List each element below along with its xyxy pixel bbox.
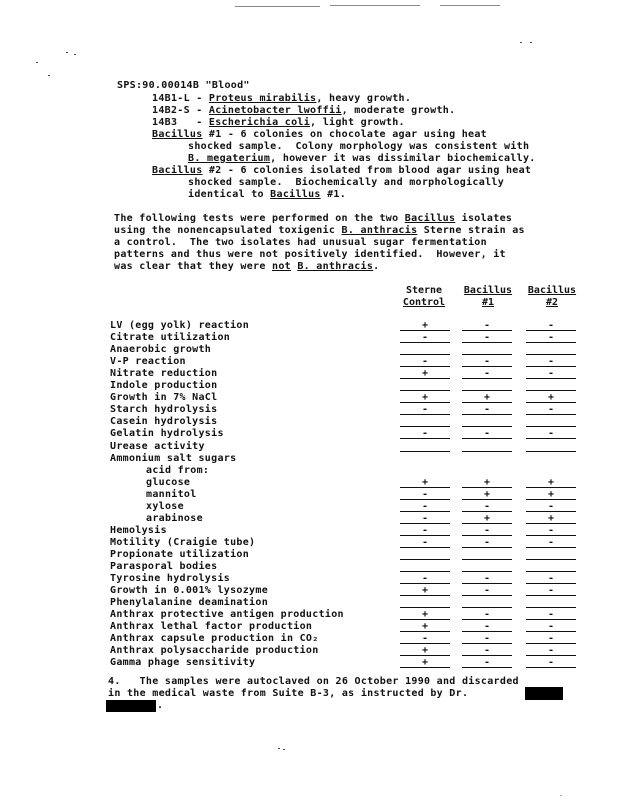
result-cell: - — [483, 524, 491, 536]
result-cell: + — [547, 476, 555, 488]
scan-speck — [278, 748, 280, 749]
result-cell: - — [547, 621, 555, 633]
entry-rule — [400, 354, 450, 355]
result-cell: - — [483, 368, 491, 380]
result-cell: + — [547, 488, 555, 500]
bacillus2-line: identical to Bacillus #1. — [188, 189, 347, 200]
entry-rule — [400, 426, 450, 427]
result-cell: - — [421, 524, 429, 536]
result-cell: - — [547, 404, 555, 416]
result-cell: + — [421, 621, 429, 633]
row-label: Propionate utilization — [110, 548, 250, 560]
entry-rule — [462, 607, 512, 608]
column-header-sterne: Sterne Control — [402, 285, 446, 308]
paragraph-line: a control. The two isolates had unusual sugar fermentation — [114, 237, 487, 248]
row-label: arabinose — [146, 512, 203, 524]
result-cell: + — [421, 657, 429, 669]
row-label: Ammonium salt sugars — [110, 452, 237, 464]
scan-speck — [74, 54, 76, 55]
entry-rule — [526, 571, 576, 572]
result-cell: - — [421, 633, 429, 645]
footer-line: 4. The samples were autoclaved on 26 October 1990 and discarded — [108, 676, 519, 687]
redaction-block — [525, 687, 563, 700]
row-label: Casein hydrolysis — [110, 416, 218, 428]
row-label: Tyrosine hydrolysis — [110, 573, 231, 585]
column-header-bacillus1: Bacillus #1 — [463, 285, 513, 308]
result-cell: + — [483, 392, 491, 404]
row-label: V-P reaction — [110, 356, 186, 368]
row-label: Urease activity — [110, 440, 205, 452]
result-cell: - — [547, 573, 555, 585]
row-label: Phenylalanine deamination — [110, 597, 269, 609]
row-label: Gelatin hydrolysis — [110, 428, 224, 440]
result-cell: - — [483, 573, 491, 585]
row-label: Motility (Craigie tube) — [110, 536, 256, 548]
result-cell: - — [547, 633, 555, 645]
row-label: acid from: — [146, 464, 210, 476]
row-label: Anthrax polysaccharide production — [110, 645, 319, 657]
row-label: Growth in 0.001% lysozyme — [110, 585, 269, 597]
result-cell: - — [483, 609, 491, 621]
result-cell: - — [547, 645, 555, 657]
column-header-bacillus2: Bacillus #2 — [527, 285, 577, 308]
result-cell: - — [483, 356, 491, 368]
bacillus1-line: B. megaterium, however it was dissimilar biochemically. — [188, 153, 536, 164]
result-cell: + — [421, 320, 429, 331]
result-cell: - — [483, 645, 491, 657]
row-label: Anthrax lethal factor production — [110, 621, 313, 633]
result-cell: - — [421, 500, 429, 512]
result-cell: + — [421, 645, 429, 657]
entry-rule — [462, 559, 512, 560]
scan-speck — [560, 795, 562, 796]
result-cell: - — [421, 332, 429, 344]
sample-heading: SPS:90.00014B "Blood" — [117, 80, 250, 91]
scan-artifact-line — [235, 6, 320, 7]
result-cell: - — [483, 621, 491, 633]
result-cell: - — [547, 585, 555, 597]
bacillus2-line: Bacillus #2 - 6 colonies isolated from blood agar using heat — [152, 165, 532, 176]
result-cell: - — [483, 536, 491, 548]
row-label: xylose — [146, 500, 184, 512]
result-cell: - — [483, 500, 491, 512]
result-cell: - — [547, 536, 555, 548]
entry-rule — [400, 451, 450, 452]
row-label: Parasporal bodies — [110, 561, 218, 572]
result-cell: - — [421, 488, 429, 500]
entry-rule — [526, 559, 576, 560]
scan-speck — [530, 42, 532, 43]
bacillus1-line: Bacillus #1 - 6 colonies on chocolate agar using heat — [152, 129, 488, 140]
entry-rule — [462, 451, 512, 452]
result-cell: - — [421, 536, 429, 548]
result-cell: + — [547, 512, 555, 524]
isolate-line: 14B3 - Escherichia coli, light growth. — [152, 117, 405, 128]
paragraph-line: was clear that they were not B. anthracis. — [114, 261, 380, 272]
result-cell: - — [421, 512, 429, 524]
result-cell: - — [547, 609, 555, 621]
result-cell: - — [483, 633, 491, 645]
row-label: Nitrate reduction — [110, 368, 218, 380]
entry-rule — [526, 451, 576, 452]
bacillus2-line: shocked sample. Biochemically and morphologically — [188, 177, 505, 188]
result-cell: - — [547, 356, 555, 368]
paragraph-line: using the nonencapsulated toxigenic B. anthracis Sterne strain as — [114, 225, 525, 236]
row-label: Citrate utilization — [110, 332, 231, 344]
footer-line: in the medical waste from Suite B-3, as instructed by Dr. — [108, 688, 469, 699]
result-cell: - — [547, 332, 555, 344]
entry-rule — [526, 607, 576, 608]
row-label: LV (egg yolk) reaction — [110, 320, 250, 331]
scan-artifact-line — [440, 5, 500, 6]
entry-rule — [526, 390, 576, 391]
result-cell: - — [421, 356, 429, 368]
scan-speck — [36, 62, 38, 63]
result-cell: - — [483, 585, 491, 597]
row-label: Gamma phage sensitivity — [110, 657, 256, 669]
entry-rule — [462, 390, 512, 391]
result-cell: - — [483, 404, 491, 416]
scan-artifact-line — [330, 5, 420, 6]
paragraph-line: The following tests were performed on the two Bacillus isolates — [114, 213, 513, 224]
entry-rule — [400, 571, 450, 572]
entry-rule — [526, 354, 576, 355]
result-cell: + — [547, 392, 555, 404]
result-cell: - — [421, 428, 429, 440]
row-label: Starch hydrolysis — [110, 404, 218, 416]
scan-speck — [66, 52, 68, 53]
row-label: Anthrax capsule production in CO₂ — [110, 633, 319, 645]
result-cell: - — [547, 428, 555, 440]
row-label: Hemolysis — [110, 524, 167, 536]
row-label: Anaerobic growth — [110, 344, 212, 356]
bacillus1-line: shocked sample. Colony morphology was consistent with — [188, 141, 530, 152]
result-cell: + — [421, 585, 429, 597]
redaction-block — [106, 700, 156, 712]
result-cell: + — [483, 512, 491, 524]
result-cell: + — [421, 368, 429, 380]
isolate-line: 14B2-S - Acinetobacter lwoffii, moderate growth. — [152, 105, 456, 116]
scan-speck — [520, 42, 522, 43]
paragraph-line: patterns and thus were not positively identified. However, it — [114, 249, 506, 260]
result-cell: - — [547, 320, 555, 331]
result-cell: - — [483, 332, 491, 344]
footer-period: . — [157, 700, 164, 711]
scan-speck — [48, 75, 50, 76]
row-label: Growth in 7% NaCl — [110, 392, 218, 404]
result-cell: - — [483, 657, 491, 669]
entry-rule — [400, 390, 450, 391]
row-label: Anthrax protective antigen production — [110, 609, 344, 621]
row-label: Indole production — [110, 380, 218, 392]
result-cell: - — [421, 404, 429, 416]
entry-rule — [462, 426, 512, 427]
entry-rule — [462, 354, 512, 355]
entry-rule — [526, 426, 576, 427]
result-cell: - — [547, 368, 555, 380]
entry-rule — [400, 559, 450, 560]
result-cell: + — [483, 476, 491, 488]
result-cell: - — [547, 500, 555, 512]
scan-speck — [283, 749, 285, 750]
result-cell: + — [483, 488, 491, 500]
isolate-line: 14B1-L - Proteus mirabilis, heavy growth. — [152, 93, 412, 104]
result-cell: - — [421, 573, 429, 585]
row-label: mannitol — [146, 488, 197, 500]
result-cell: + — [421, 609, 429, 621]
result-cell: - — [547, 657, 555, 669]
result-cell: - — [483, 320, 491, 331]
entry-rule — [462, 571, 512, 572]
entry-rule — [400, 607, 450, 608]
result-cell: + — [421, 392, 429, 404]
result-cell: - — [483, 428, 491, 440]
result-cell: - — [547, 524, 555, 536]
row-label: glucose — [146, 476, 191, 488]
result-cell: + — [421, 476, 429, 488]
